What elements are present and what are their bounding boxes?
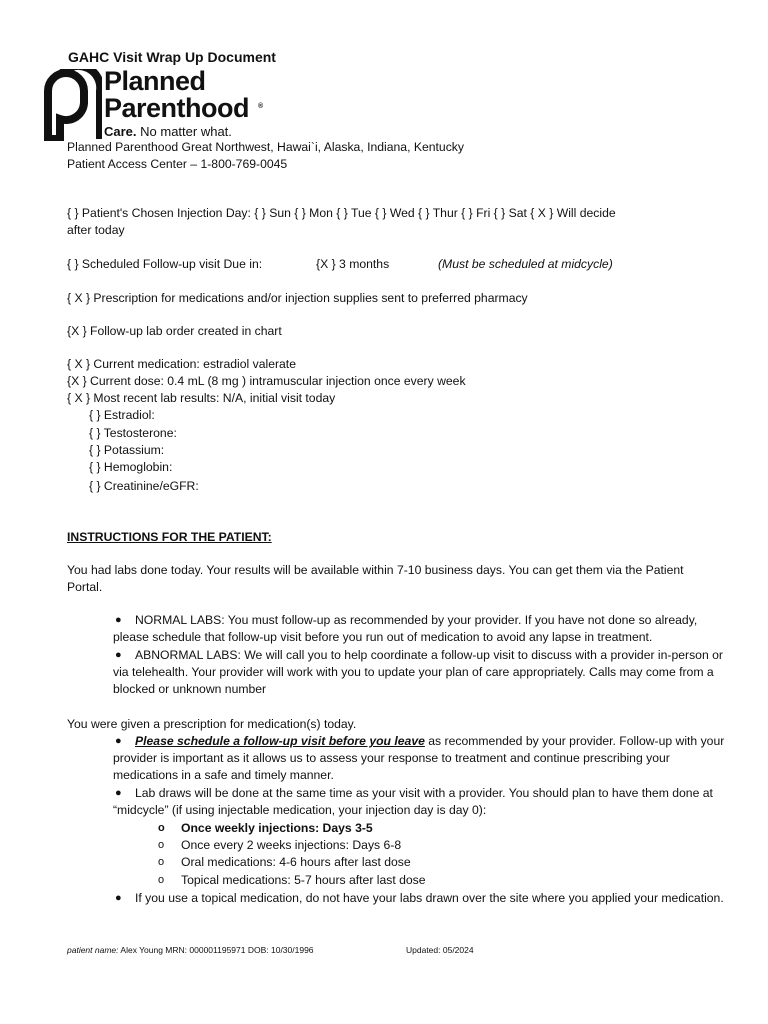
topical-warning-bullet: If you use a topical medication, do not have your labs drawn over the site where you applied your medication. bbox=[135, 891, 724, 905]
schedule-followup-rest: as recommended by your provider. Follow-up with your provider is important as it allows us to assess your response to treatment and continue prescribing your medications in a safe and timely manner. bbox=[113, 734, 725, 782]
injection-day-line-2: after today bbox=[67, 223, 125, 237]
followup-due-label: { } Scheduled Follow-up visit Due in: bbox=[67, 257, 263, 271]
lab-order-line: {X } Follow-up lab order created in chart bbox=[67, 324, 282, 338]
logo-tagline-rest: No matter what. bbox=[136, 124, 232, 139]
bullet-dot: ● bbox=[115, 649, 122, 661]
footer-updated: Updated: 05/2024 bbox=[406, 945, 474, 955]
lab-item-testosterone: { } Testosterone: bbox=[89, 426, 177, 440]
logo-wordmark-line2: Parenthood bbox=[104, 93, 250, 123]
timing-weekly: Once weekly injections: Days 3-5 bbox=[181, 821, 373, 835]
lab-item-potassium: { } Potassium: bbox=[89, 443, 165, 457]
bullet-dot: ● bbox=[115, 892, 122, 904]
injection-day-line-1: { } Patient's Chosen Injection Day: { } Sun { } Mon { } Tue { } Wed { } Thur { } Fri { } Sat { X } Will decide bbox=[67, 206, 616, 220]
current-dose-line: {X } Current dose: 0.4 mL (8 mg ) intramuscular injection once every week bbox=[67, 374, 466, 388]
schedule-followup-emphasis: Please schedule a follow-up visit before you leave bbox=[135, 734, 425, 748]
circle-bullet: o bbox=[158, 839, 165, 851]
bullet-dot: ● bbox=[115, 614, 122, 626]
recent-labs-line: { X } Most recent lab results: N/A, initial visit today bbox=[67, 391, 336, 405]
lab-draws-bullet: Lab draws will be done at the same time as your visit with a provider. You should plan to have them done at “midcycle” (if using injectable medication, your injection day is day 0): bbox=[113, 786, 713, 817]
circle-bullet: o bbox=[158, 822, 165, 834]
logo-registered-mark: ® bbox=[258, 103, 264, 110]
logo-tagline-bold: Care. bbox=[104, 124, 137, 139]
schedule-followup-bullet bbox=[113, 733, 725, 784]
planned-parenthood-logo bbox=[44, 67, 284, 141]
lab-item-hemoglobin: { } Hemoglobin: bbox=[89, 460, 173, 474]
bullet-dot: ● bbox=[115, 787, 122, 799]
lab-item-creatinine: { } Creatinine/eGFR: bbox=[89, 479, 199, 493]
labs-intro-paragraph: You had labs done today. Your results will be available within 7-10 business days. You can get them via the Patient Portal. bbox=[67, 563, 684, 594]
timing-oral: Oral medications: 4-6 hours after last dose bbox=[181, 855, 411, 869]
organization-line: Planned Parenthood Great Northwest, Hawai`i, Alaska, Indiana, Kentucky bbox=[67, 140, 464, 154]
instructions-heading: INSTRUCTIONS FOR THE PATIENT: bbox=[67, 530, 272, 544]
footer-patient-label: patient name: bbox=[67, 945, 119, 955]
patient-access-phone: Patient Access Center – 1-800-769-0045 bbox=[67, 157, 288, 171]
lab-item-estradiol: { } Estradiol: bbox=[89, 408, 155, 422]
timing-biweekly: Once every 2 weeks injections: Days 6-8 bbox=[181, 838, 402, 852]
pp-logo-mark-icon bbox=[44, 69, 102, 141]
document-title: GAHC Visit Wrap Up Document bbox=[68, 49, 276, 65]
current-medication-line: { X } Current medication: estradiol valerate bbox=[67, 357, 296, 371]
circle-bullet: o bbox=[158, 856, 165, 868]
rx-intro-paragraph: You were given a prescription for medication(s) today. bbox=[67, 717, 357, 731]
footer-patient-info: Alex Young MRN: 000001195971 DOB: 10/30/1996 bbox=[118, 945, 314, 955]
prescription-line: { X } Prescription for medications and/or injection supplies sent to preferred pharmacy bbox=[67, 291, 528, 305]
logo-wordmark-line1: Planned bbox=[104, 66, 206, 96]
footer bbox=[67, 942, 474, 959]
circle-bullet: o bbox=[158, 874, 165, 886]
timing-topical: Topical medications: 5-7 hours after last dose bbox=[181, 873, 426, 887]
normal-labs-bullet: NORMAL LABS: You must follow-up as recommended by your provider. If you have not done so already, please schedule that follow-up visit before you run out of medication to avoid any lapse in treatment. bbox=[113, 613, 698, 644]
followup-note: (Must be scheduled at midcycle) bbox=[438, 257, 613, 271]
bullet-dot: ● bbox=[115, 735, 122, 747]
followup-due-value: {X } 3 months bbox=[316, 257, 390, 271]
abnormal-labs-bullet: ABNORMAL LABS: We will call you to help coordinate a follow-up visit to discuss with a provider in-person or via telehealth. Your provider will work with you to update your plan of care appropriately. Calls may come from a blocked or unknown number bbox=[113, 648, 723, 696]
logo-tagline bbox=[104, 125, 232, 139]
